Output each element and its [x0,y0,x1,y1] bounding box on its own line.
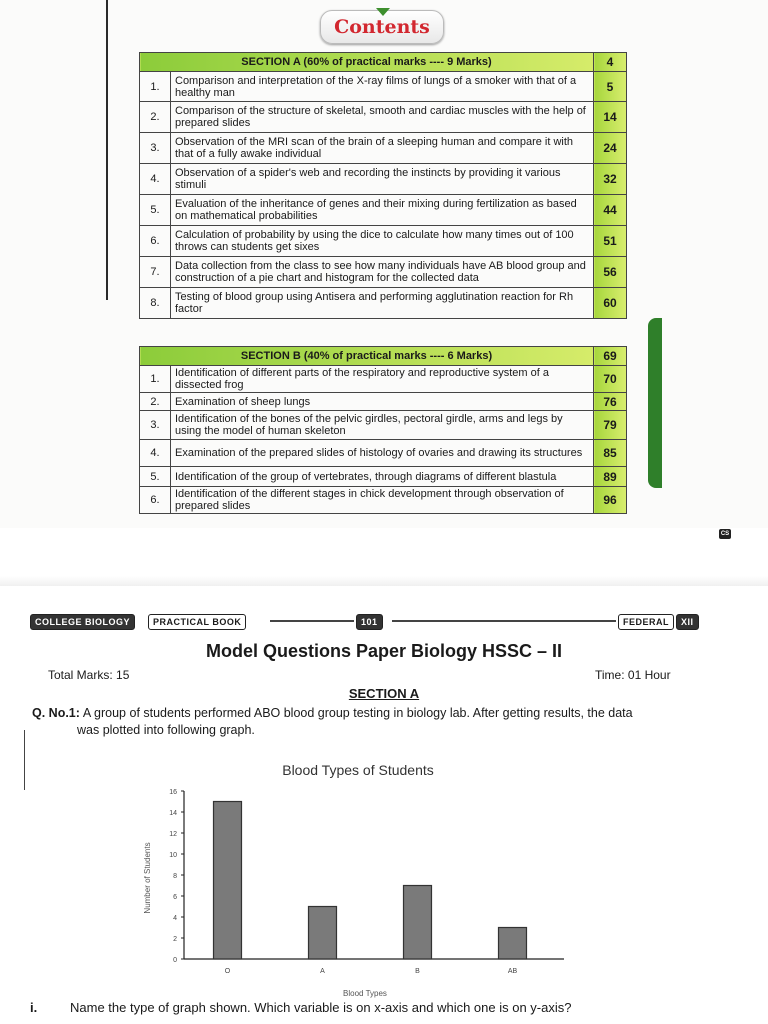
row-description: Identification of the different stages in chick development through observation of prepared slides [171,487,594,514]
section-a-row [140,133,627,164]
y-tick-label: 6 [173,894,177,901]
y-tick-label: 8 [173,873,177,880]
y-tick-label: 2 [173,936,177,943]
y-tick-label: 4 [173,915,177,922]
header-board: FEDERAL [618,614,674,630]
section-a-row [140,72,627,102]
row-number: 6. [140,226,171,257]
row-description: Identification of the bones of the pelvic girdles, pectoral girdle, arms and legs by using the model of human skeleton [171,411,594,440]
x-tick-label: A [320,968,325,975]
contents-badge [320,10,444,44]
question-i-number: i. [30,1000,38,1015]
header-rule-right [392,620,616,622]
chart-x-label: Blood Types [343,989,387,998]
section-b-header [140,347,627,366]
section-b-page: 69 [594,347,627,366]
section-a-row [140,226,627,257]
row-description: Data collection from the class to see how many individuals have AB blood group and construction of a pie chart and histogram for the collected data [171,257,594,288]
row-page: 60 [594,288,627,319]
row-page: 32 [594,164,627,195]
row-number: 7. [140,257,171,288]
row-description: Testing of blood group using Antisera and performing agglutination reaction for Rh factor [171,288,594,319]
section-b-title: SECTION B (40% of practical marks ---- 6 Marks) [140,347,594,366]
row-page: 89 [594,467,627,487]
section-b-table [139,346,627,514]
section-a-row [140,195,627,226]
row-number: 5. [140,467,171,487]
row-number: 5. [140,195,171,226]
y-tick-label: 0 [173,957,177,964]
row-page: 79 [594,411,627,440]
section-b-row [140,393,627,411]
y-tick-label: 14 [169,810,177,817]
row-description: Comparison and interpretation of the X-ray films of lungs of a smoker with that of a healthy man [171,72,594,102]
margin-line [106,0,108,300]
x-tick-label: O [224,968,231,975]
row-number: 2. [140,102,171,133]
header-rule-left [270,620,354,622]
row-number: 4. [140,440,171,467]
row-description: Identification of different parts of the respiratory and reproductive system of a dissected frog [171,366,594,393]
section-b-row [140,411,627,440]
y-tick-label: 16 [169,789,177,796]
question-label: Q. No.1: [32,706,80,720]
row-page: 96 [594,487,627,514]
bar-AB [499,928,527,960]
section-b-row [140,467,627,487]
row-description: Evaluation of the inheritance of genes and their mixing during fertilization as based on mathematical probabilities [171,195,594,226]
row-page: 24 [594,133,627,164]
section-b-row [140,487,627,514]
row-description: Observation of a spider's web and recording the instincts by providing it various stimuli [171,164,594,195]
side-tab [648,318,662,488]
time-allowed: Time: 01 Hour [595,668,671,682]
row-number: 3. [140,133,171,164]
section-a-row [140,257,627,288]
section-a-page: 4 [594,53,627,72]
bar-A [309,907,337,960]
section-a-row [140,288,627,319]
y-tick-label: 10 [169,852,177,859]
y-tick-label: 12 [169,831,177,838]
scan-badge: CS [720,531,730,537]
section-a-row [140,102,627,133]
blood-type-chart [130,755,590,999]
page-edge [0,576,768,586]
row-page: 76 [594,393,627,411]
chart-y-label: Number of Students [143,842,152,914]
section-a-row [140,164,627,195]
paper-title: Model Questions Paper Biology HSSC – II [205,641,563,661]
bar-B [404,886,432,960]
row-number: 3. [140,411,171,440]
header-book-type: PRACTICAL BOOK [148,614,246,630]
row-number: 2. [140,393,171,411]
header-page-number: 101 [356,614,383,630]
chart-bars [214,802,527,960]
section-a-title: SECTION A (60% of practical marks ---- 9 Marks) [140,53,594,72]
bar-O [214,802,242,960]
total-marks: Total Marks: 15 [48,668,130,682]
section-b-row [140,440,627,467]
section-b-row [140,366,627,393]
section-a-header [140,53,627,72]
contents-title: Contents [334,16,430,38]
row-page: 14 [594,102,627,133]
row-page: 85 [594,440,627,467]
row-number: 1. [140,366,171,393]
row-description: Observation of the MRI scan of the brain of a sleeping human and compare it with that of a fully awake individual [171,133,594,164]
row-number: 6. [140,487,171,514]
row-page: 44 [594,195,627,226]
margin-mark [24,730,25,790]
row-description: Identification of the group of vertebrates, through diagrams of different blastula [171,467,594,487]
header-class: XII [676,614,699,630]
badge-pointer-icon [376,8,390,16]
section-heading: SECTION A [348,686,420,701]
row-number: 1. [140,72,171,102]
header-book-name: COLLEGE BIOLOGY [30,614,135,630]
row-description: Examination of the prepared slides of histology of ovaries and drawing its structures [171,440,594,467]
x-tick-label: B [415,968,420,975]
question-i-text: Name the type of graph shown. Which variable is on x-axis and which one is on y-axis? [70,1000,572,1015]
x-tick-label: AB [507,968,518,975]
row-description: Examination of sheep lungs [171,393,594,411]
question-text-line1: A group of students performed ABO blood group testing in biology lab. After getting results, the data [82,706,633,720]
row-description: Calculation of probability by using the dice to calculate how many times out of 100 throws can students get sixes [171,226,594,257]
row-page: 70 [594,366,627,393]
row-description: Comparison of the structure of skeletal, smooth and cardiac muscles with the help of prepared slides [171,102,594,133]
question-text-line2: was plotted into following graph. [77,723,255,737]
row-number: 8. [140,288,171,319]
row-page: 51 [594,226,627,257]
section-a-table [139,52,627,319]
chart-title: Blood Types of Students [282,762,434,778]
row-page: 5 [594,72,627,102]
question-1 [32,705,722,739]
row-page: 56 [594,257,627,288]
row-number: 4. [140,164,171,195]
